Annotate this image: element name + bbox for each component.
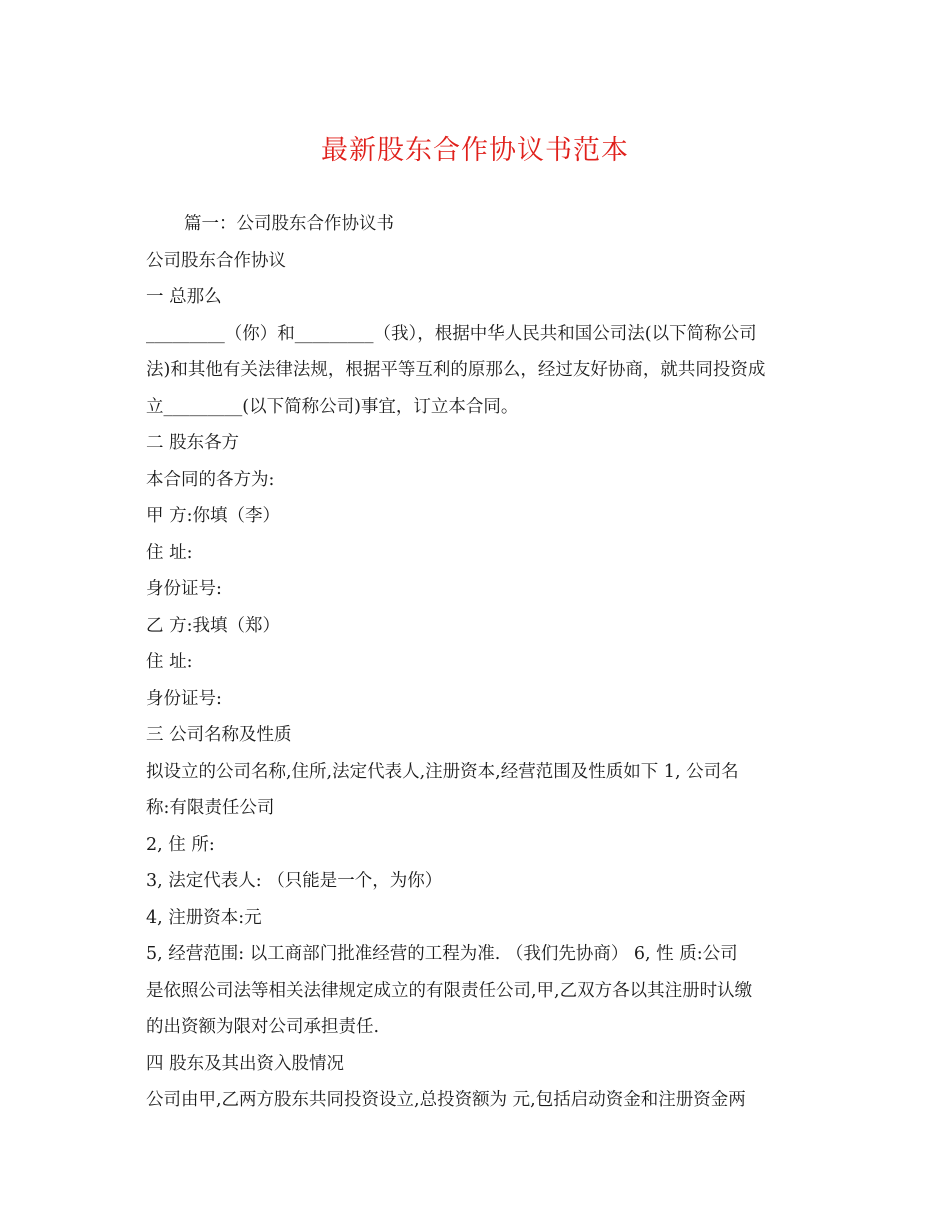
party-a-line: 甲 方:你填（李） <box>146 506 280 526</box>
section-heading-company: 三 公司名称及性质 <box>146 725 292 745</box>
paragraph-line: 是依照公司法等相关法律规定成立的有限责任公司,甲,乙双方各以其注册时认缴 <box>146 980 753 1001</box>
party-a-id-number: 身份证号: <box>146 579 222 599</box>
party-a-address: 住 址: <box>146 542 193 563</box>
list-item: 5, 经营范围: 以工商部门批准经营的工程为准. （我们先协商） 6, 性 质:公司 <box>146 944 738 964</box>
document-body <box>146 206 814 1119</box>
section-heading-general: 一 总那么 <box>146 287 222 307</box>
paragraph-line: 的出资额为限对公司承担责任. <box>146 1017 380 1037</box>
list-item: 3, 法定代表人: （只能是一个，为你） <box>146 871 443 891</box>
paragraph-line: 称:有限责任公司 <box>146 798 275 818</box>
section-heading-shareholders: 二 股东各方 <box>146 433 240 453</box>
paragraph-line: 立_________(以下简称公司)事宜，订立本合同。 <box>146 396 519 417</box>
agreement-title: 公司股东合作协议 <box>146 250 286 271</box>
paragraph-line: _________（你）和_________（我），根据中华人民共和国公司法(以下简称公司 <box>146 323 757 344</box>
party-b-id-number: 身份证号: <box>146 688 222 709</box>
list-item: 2, 住 所: <box>146 834 215 855</box>
paragraph-line: 公司由甲,乙两方股东共同投资设立,总投资额为 元,包括启动资金和注册资金两 <box>146 1090 746 1110</box>
party-b-line: 乙 方:我填（郑） <box>146 615 280 636</box>
section-heading-chapter-1: 篇一：公司股东合作协议书 <box>184 214 394 234</box>
list-item: 4, 注册资本:元 <box>146 907 262 928</box>
paragraph-line: 拟设立的公司名称,住所,法定代表人,注册资本,经营范围及性质如下 1, 公司名 <box>146 761 739 782</box>
section-heading-investment: 四 股东及其出资入股情况 <box>146 1053 345 1074</box>
party-b-address: 住 址: <box>146 652 193 672</box>
paragraph-line: 法)和其他有关法律法规，根据平等互利的原那么，经过友好协商，就共同投资成 <box>146 360 766 380</box>
document-title: 最新股东合作协议书范本 <box>321 135 629 166</box>
paragraph-line: 本合同的各方为: <box>146 469 275 490</box>
